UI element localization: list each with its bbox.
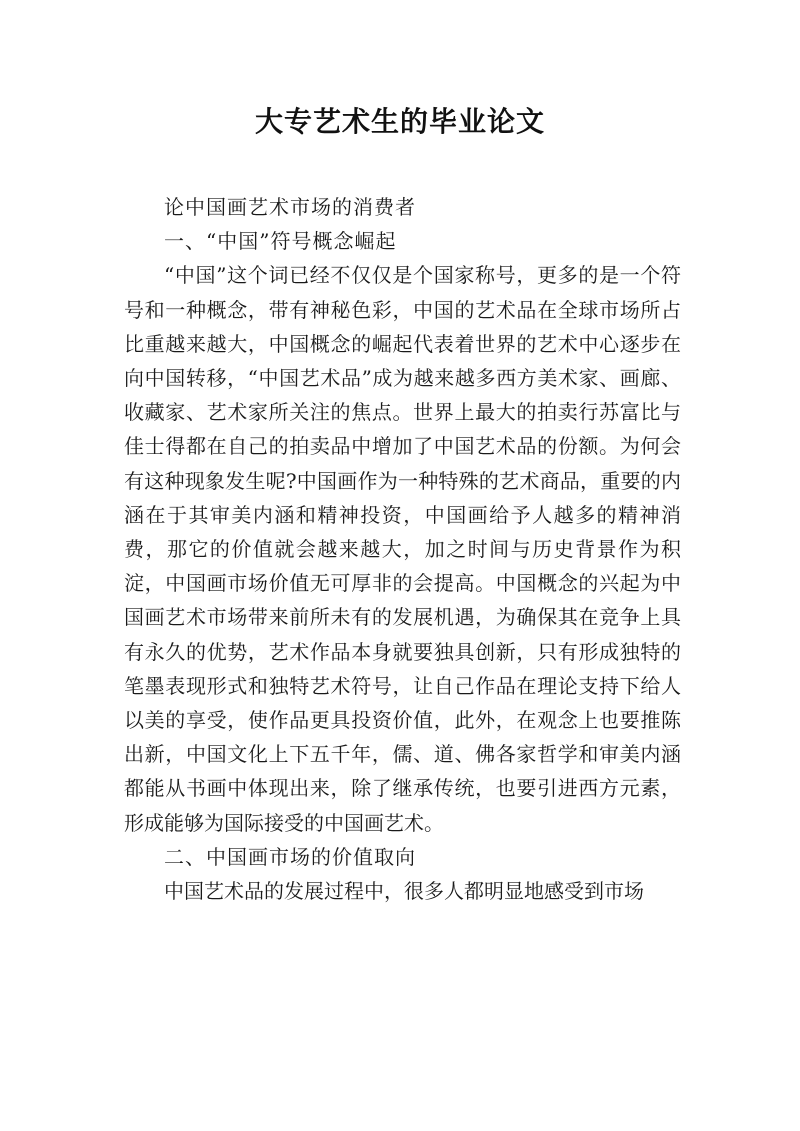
section-paragraph-1: “中国”这个词已经不仅仅是个国家称号，更多的是一个符号和一种概念，带有神秘色彩，中国的艺术品在全球市场所占比重越来越大，中国概念的崛起代表着世界的艺术中心逐步在向中国转移，“中国艺术品”成为越来越多西方美术家、画廊、收藏家、艺术家所关注的焦点。世界上最大的拍卖行苏富比与佳士得都在自己的拍卖品中增加了中国艺术品的份额。为何会有这种现象发生呢?中国画作为一种特殊的艺术商品，重要的内涵在于其审美内涵和精神投资，中国画给予人越多的精神消费，那它的价值就会越来越大，加之时间与历史背景作为积淀，中国画市场价值无可厚非的会提高。中国概念的兴起为中国画艺术市场带来前所未有的发展机遇，为确保其在竞争上具有永久的优势，艺术作品本身就要独具创新，只有形成独特的笔墨表现形式和独特艺术符号，让自己作品在理论支持下给人以美的享受，使作品更具投资价值，此外，在观念上也要推陈出新，中国文化上下五千年，儒、道、佛各家哲学和审美内涵都能从书画中体现出来，除了继承传统，也要引进西方元素，形成能够为国际接受的中国画艺术。 <box>124 263 681 835</box>
document-body <box>124 190 681 908</box>
section-heading-1: 一、“中国”符号概念崛起 <box>164 229 397 254</box>
section-paragraph-2: 中国艺术品的发展过程中，很多人都明显地感受到市场 <box>164 879 644 904</box>
paper-subtitle: 论中国画艺术市场的消费者 <box>164 195 416 219</box>
document-title: 大专艺术生的毕业论文 <box>254 105 545 138</box>
section-heading-2: 二、中国画市场的价值取向 <box>164 844 416 869</box>
